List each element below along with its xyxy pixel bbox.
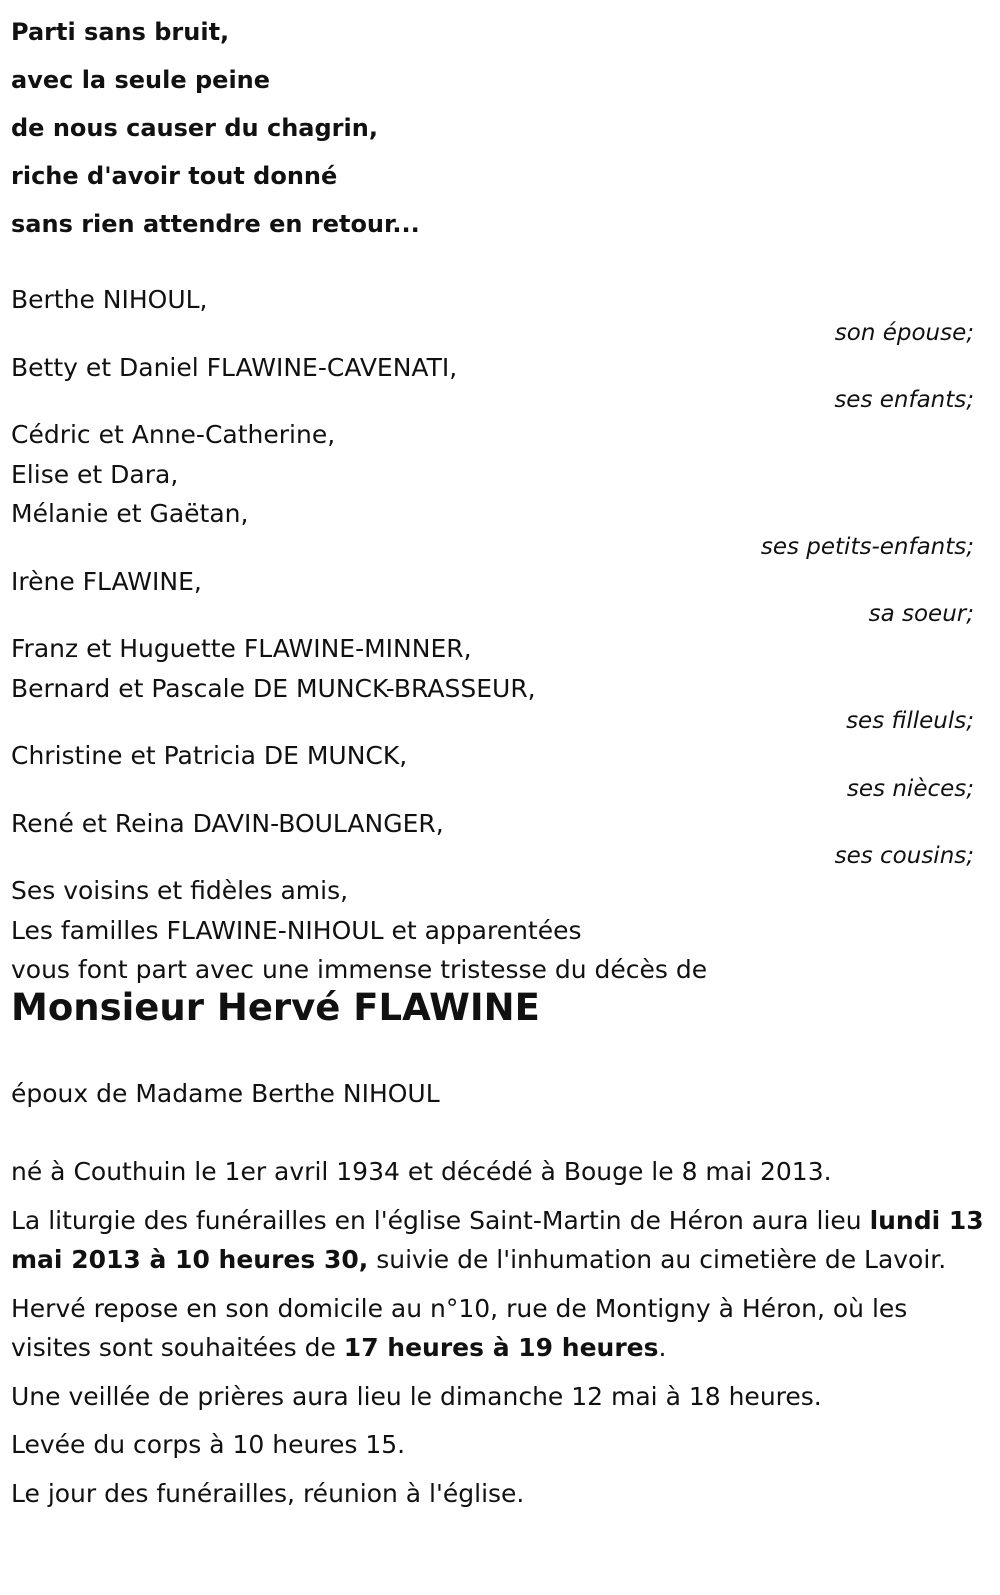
family-name: Bernard et Pascale DE MUNCK-BRASSEUR, bbox=[11, 673, 536, 703]
family-name: Irène FLAWINE, bbox=[11, 566, 202, 596]
family-relation: ses enfants; bbox=[834, 387, 974, 413]
family-group-children bbox=[11, 348, 974, 412]
family-relation: ses nièces; bbox=[846, 775, 974, 802]
poem-line: riche d'avoir tout donné bbox=[11, 162, 338, 190]
family-group-spouse bbox=[11, 280, 974, 344]
spouse-line: époux de Madame Berthe NIHOUL bbox=[11, 1079, 440, 1108]
family-group-friends bbox=[11, 871, 974, 990]
liturgy-intro: La liturgie des funérailles en l'église Saint-Martin de Héron aura lieu bbox=[11, 1205, 870, 1235]
poem-line: avec la seule peine bbox=[11, 66, 271, 94]
family-name: Ses voisins et fidèles amis, bbox=[11, 876, 349, 905]
family-group-cousins bbox=[11, 804, 974, 868]
family-name: Elise et Dara, bbox=[11, 459, 179, 489]
liturgy-datetime: lundi 13 mai 2013 à 10 heures 30, bbox=[11, 1205, 984, 1274]
vigil-line: Une veillée de prières aura lieu le dimanche 12 mai à 18 heures. bbox=[11, 1381, 822, 1411]
repose-paragraph bbox=[11, 1289, 986, 1368]
family-name: vous font part avec une immense tristesse du décès de bbox=[11, 955, 708, 984]
liturgy-rest: suivie de l'inhumation au cimetière de Lavoir. bbox=[368, 1245, 947, 1274]
liturgy-paragraph bbox=[11, 1201, 986, 1280]
family-list bbox=[11, 280, 974, 990]
repose-hours: 17 heures à 19 heures bbox=[343, 1333, 659, 1362]
family-name: Mélanie et Gaëtan, bbox=[11, 499, 249, 528]
family-relation: son épouse; bbox=[834, 319, 974, 346]
family-name: René et Reina DAVIN-BOULANGER, bbox=[11, 808, 444, 838]
family-name: Berthe NIHOUL, bbox=[11, 285, 208, 314]
poem-line: de nous causer du chagrin, bbox=[11, 114, 378, 142]
family-name: Franz et Huguette FLAWINE-MINNER, bbox=[11, 634, 472, 663]
family-name: Les familles FLAWINE-NIHOUL et apparentées bbox=[11, 915, 582, 945]
poem-line: sans rien attendre en retour... bbox=[11, 210, 420, 238]
levee-line: Levée du corps à 10 heures 15. bbox=[11, 1430, 406, 1459]
funeral-details bbox=[11, 1152, 986, 1522]
meeting-line: Le jour des funérailles, réunion à l'église. bbox=[11, 1478, 525, 1508]
family-relation: sa soeur; bbox=[868, 601, 974, 627]
repose-end: . bbox=[658, 1333, 667, 1362]
repose-intro: Hervé repose en son domicile au n°10, rue de Montigny à Héron, où les visites sont souhaitées de bbox=[11, 1293, 908, 1362]
birth-death-line: né à Couthuin le 1er avril 1934 et décédé à Bouge le 8 mai 2013. bbox=[11, 1157, 832, 1186]
family-name: Cédric et Anne-Catherine, bbox=[11, 420, 336, 449]
family-relation: ses petits-enfants; bbox=[760, 533, 974, 560]
poem bbox=[11, 8, 420, 248]
poem-line: Parti sans bruit, bbox=[11, 18, 230, 46]
family-name: Christine et Patricia DE MUNCK, bbox=[11, 741, 408, 770]
family-group-nieces bbox=[11, 736, 974, 800]
deceased-name: Monsieur Hervé FLAWINE bbox=[11, 986, 540, 1029]
family-name: Betty et Daniel FLAWINE-CAVENATI, bbox=[11, 352, 458, 382]
family-relation: ses filleuls; bbox=[846, 708, 974, 734]
family-group-godchildren bbox=[11, 629, 974, 732]
family-group-sister bbox=[11, 562, 974, 626]
family-relation: ses cousins; bbox=[834, 843, 974, 869]
family-group-grandchildren bbox=[11, 415, 974, 558]
